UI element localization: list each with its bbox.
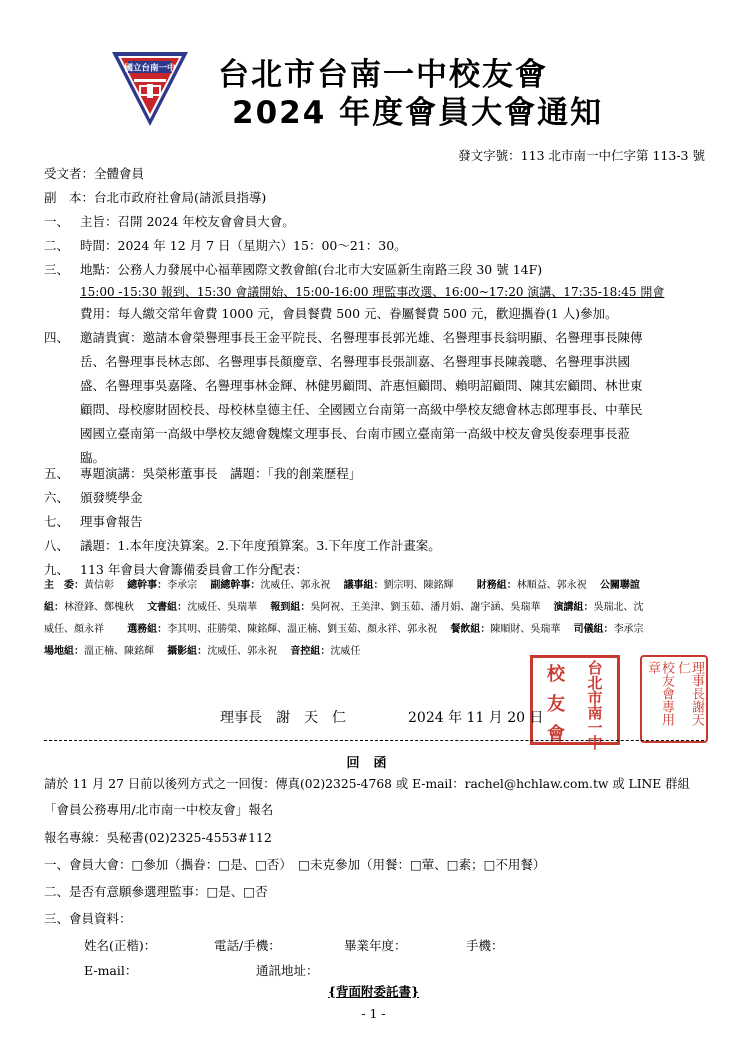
item-7-text: 理事會報告 — [80, 514, 143, 529]
guest-line: 臨。 — [80, 450, 106, 465]
item-3-schedule: 15:00 -15:30 報到、15:30 會議開始、15:00-16:00 理監事改選、16:00~17:20 演講、17:35-18:45 開會 — [80, 285, 665, 299]
committee-role: 財務組： — [476, 580, 517, 591]
committee-role: 文書組： — [147, 602, 188, 613]
seal-char: 會 — [547, 724, 565, 745]
reply-title: 回函 — [346, 756, 401, 771]
guest-line: 盛、名譽理事吳嘉隆、名譽理事林金輝、林健男顧問、許惠恒顧問、賴明詔顧問、陳其宏顧問、林世東 — [80, 378, 643, 393]
item-2-text: 時間：2024 年 12 月 7 日（星期六）15：00～21：30。 — [80, 238, 407, 253]
field-phone-label: 電話/手機： — [214, 938, 281, 953]
item-1-number: 一、 — [44, 214, 70, 229]
item-1-text: 主旨：召開 2024 年校友會會員大會。 — [80, 214, 295, 229]
committee-names: 沈威任、郭永祝 — [260, 580, 341, 591]
item-4-number: 四、 — [44, 330, 70, 345]
guest-line: 顧問、母校廖財固校長、母校林皇德主任、全國國立台南第一高級中學校友總會林志郎理事長、中華民 — [80, 402, 643, 417]
committee-row-3 — [44, 618, 644, 642]
committee-names: 沈威任 — [330, 646, 361, 657]
item-2-number: 二、 — [44, 238, 70, 253]
title-block — [218, 56, 603, 132]
committee-role: 音控組： — [290, 646, 331, 657]
item-3-fee: 費用：每人繳交常年會費 1000 元，會員餐費 500 元、眷屬餐費 500 元，歡迎攜眷(1 人)參加。 — [80, 306, 618, 321]
issue-date: 2024 年 11 月 20 日 — [408, 710, 544, 726]
title-line-2: 2024 年度會員大會通知 — [232, 95, 604, 131]
recipient-cc: 副 本：台北市政府社會局(請派員指導) — [44, 190, 267, 205]
seal-text: 台北市 — [585, 660, 604, 705]
committee-row-2 — [44, 596, 644, 620]
committee-role: 演講組： — [553, 602, 594, 613]
item-6-number: 六、 — [44, 490, 70, 505]
school-logo-emblem — [110, 48, 190, 128]
item-8-text: 議題：1.本年度決算案。2.下年度預算案。3.下年度工作計畫案。 — [80, 538, 441, 553]
committee-names: 溫正楠、陳銘輝 — [84, 646, 164, 657]
reply-line-group: 「會員公務專用/北市南一中校友會」報名 — [44, 802, 274, 817]
page-number: - 1 - — [361, 1006, 386, 1021]
cut-line-divider — [44, 740, 704, 741]
item-9-text: 113 年會員大會籌備委員會工作分配表： — [80, 562, 308, 577]
chairman-seal-stamp — [640, 655, 708, 743]
item-5-text: 專題演講：吳榮彬董事長 講題：「我的創業歷程」 — [80, 466, 362, 481]
document-number: 發文字號：113 北市南一中仁字第 113-3 號 — [458, 148, 705, 163]
reply-attendance-options: 一、會員大會：□參加（攜眷：□是、□否） □未克參加（用餐：□葷、□素；□不用餐） — [44, 857, 546, 872]
committee-role: 議事組： — [343, 580, 384, 591]
committee-names: 吳瑞北、沈 — [593, 602, 644, 613]
seal-text: 校友會專用章 — [645, 661, 674, 726]
committee-role: 攝影組： — [167, 646, 208, 657]
committee-row-1 — [44, 574, 640, 598]
committee-names: 威任、顏永祥 — [44, 624, 124, 635]
committee-names: 吳阿祝、王美津、劉玉茹、潘月娟、謝宇涵、吳瑞華 — [310, 602, 551, 613]
committee-names: 黃信彰 — [84, 580, 124, 591]
committee-names: 李承宗 — [613, 624, 644, 635]
committee-names: 沈威任、吳瑞華 — [187, 602, 268, 613]
guest-line: 岳、名譽理事長林志郎、名譽理事長顏慶章、名譽理事長張訓嘉、名譽理事長陳義聰、名譽理事洪國 — [80, 354, 631, 369]
item-5-number: 五、 — [44, 466, 70, 481]
committee-role: 總幹事： — [127, 580, 168, 591]
reply-instruction: 請於 11 月 27 日前以後列方式之一回復：傳真(02)2325-4768 或 E-mail：rachel@hchlaw.com.tw 或 LINE 群組 — [44, 777, 690, 791]
committee-names: 陳順財、吳瑞華 — [490, 624, 571, 635]
seal-char: 友 — [547, 694, 565, 715]
seal-text: 理事長謝天仁 — [675, 661, 704, 726]
item-9-number: 九、 — [44, 562, 70, 577]
item-7-number: 七、 — [44, 514, 70, 529]
back-page-note: {背面附委託書} — [327, 984, 420, 999]
committee-role: 餐飲組： — [450, 624, 491, 635]
reply-member-info: 三、會員資料： — [44, 911, 132, 926]
committee-role: 公關聯誼 — [599, 580, 640, 591]
seal-char: 校 — [547, 664, 565, 685]
seal-right-column — [575, 660, 613, 750]
item-8-number: 八、 — [44, 538, 70, 553]
recipient-to: 受文者：全體會員 — [44, 166, 145, 181]
committee-names: 李其明、莊勝榮、陳銘輝、溫正楠、劉玉茹、顏永祥、郭永祝 — [167, 624, 448, 635]
logo-text: 國立台南一中 — [124, 63, 176, 74]
committee-names: 李承宗 — [167, 580, 208, 591]
seal-text: 南一中 — [585, 705, 604, 750]
item-3-number: 三、 — [44, 262, 70, 277]
committee-role: 選務組： — [127, 624, 168, 635]
field-grad-year-label: 畢業年度： — [344, 938, 407, 953]
item-4-guests — [80, 326, 690, 470]
guest-line: 國國立臺南第一高級中學校友總會魏燦文理事長、台南市國立臺南第一高級中校友會吳俊泰理事長蒞 — [80, 426, 631, 441]
reply-hotline: 報名專線：吳秘書(02)2325-4553#112 — [44, 830, 272, 845]
association-seal-stamp — [530, 655, 620, 750]
committee-names: 劉宗明、陳銘輝 — [383, 580, 474, 591]
committee-names: 林順益、郭永祝 — [516, 580, 597, 591]
item-6-text: 頒發獎學金 — [80, 490, 143, 505]
chairman-signature: 理事長 謝 天 仁 — [220, 710, 346, 726]
committee-role: 副總幹事： — [210, 580, 261, 591]
committee-role: 場地組： — [44, 646, 84, 657]
item-3-text: 地點：公務人力發展中心福華國際文教會館(台北市大安區新生南路三段 30 號 14F) — [80, 262, 543, 277]
guest-line: 邀請貴賓：邀請本會榮譽理事長王金平院長、名譽理事長郭光雄、名譽理事長翁明顯、名譽理事長陳傳 — [80, 330, 643, 345]
title-line-1: 台北市台南一中校友會 — [218, 57, 548, 93]
committee-role: 報到組： — [270, 602, 311, 613]
seal-left-column — [537, 660, 575, 750]
field-address-label: 通訊地址： — [256, 963, 319, 978]
committee-names: 林澄鋒、鄭槐秋 — [64, 602, 144, 613]
committee-row-4 — [44, 640, 360, 664]
field-email-label: E-mail： — [84, 963, 138, 978]
committee-role: 主 委： — [44, 580, 84, 591]
field-mobile-label: 手機： — [466, 938, 504, 953]
committee-role: 組： — [44, 602, 64, 613]
committee-role: 司儀組： — [573, 624, 614, 635]
reply-election-options: 二、是否有意願參選理監事：□是、□否 — [44, 884, 268, 899]
field-name-label: 姓名(正楷)： — [84, 938, 157, 953]
committee-names: 沈威任、郭永祝 — [207, 646, 288, 657]
